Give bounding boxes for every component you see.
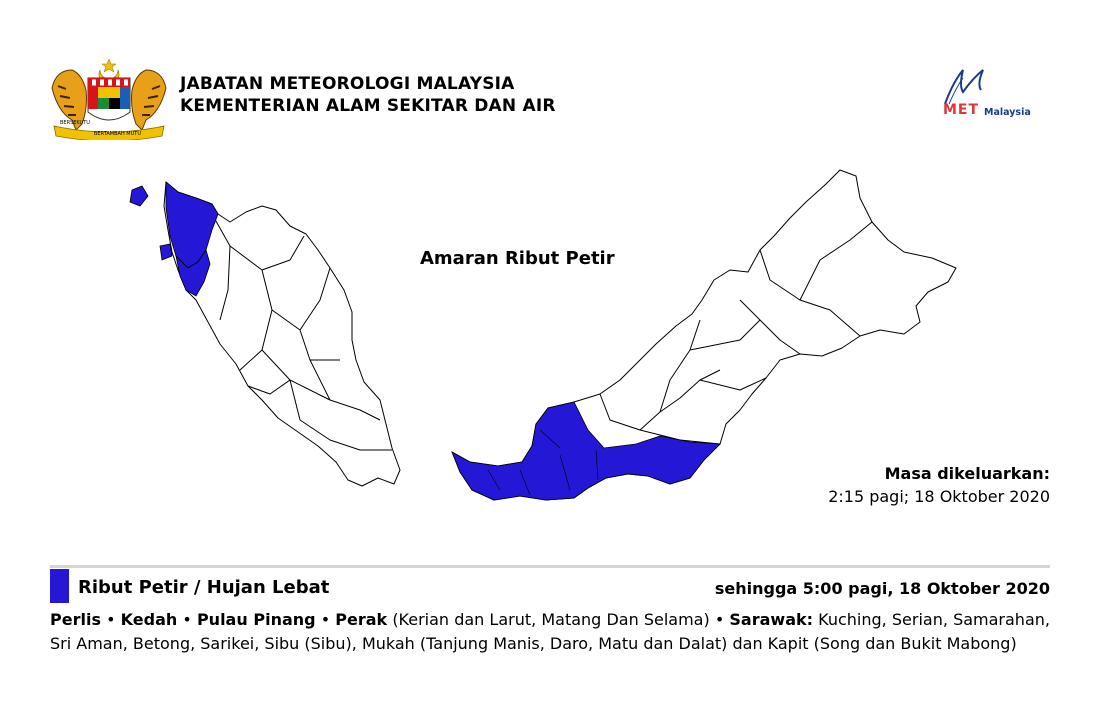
area-perak: Perak — [335, 610, 388, 629]
legend-swatch — [50, 569, 69, 603]
area-perlis: Perlis — [50, 610, 101, 629]
affected-areas: Perlis • Kedah • Pulau Pinang • Perak (Kerian dan Larut, Matang Dan Selama) • Sarawak: Kuching, Serian, Samarahan, Sri Aman, Betong, Sarikei, Sibu (Sibu), Mukah (Tanjung Manis, Daro, Matu dan Dalat) dan Kapit (Song dan Bukit Mabong) — [50, 610, 1050, 653]
met-logo-sub: Malaysia — [984, 107, 1031, 118]
map-title: Amaran Ribut Petir — [420, 248, 615, 269]
issued-time: 2:15 pagi; 18 Oktober 2020 — [828, 487, 1050, 506]
coat-motto-bottom: BERTAMBAH MUTU — [94, 131, 141, 137]
valid-until: sehingga 5:00 pagi, 18 Oktober 2020 — [714, 579, 1050, 598]
issued-block — [828, 462, 1050, 508]
legend-label: Ribut Petir / Hujan Lebat — [78, 577, 330, 598]
org-name: JABATAN METEOROLOGI MALAYSIA — [180, 74, 515, 94]
coat-motto-top: BERSEKUTU — [60, 120, 90, 126]
issued-label: Masa dikeluarkan: — [884, 464, 1050, 483]
met-logo-text: MET — [943, 102, 980, 118]
divider — [50, 565, 1050, 568]
warn-penang-island — [160, 244, 172, 260]
area-perak-detail: (Kerian dan Larut, Matang Dan Selama) — [392, 610, 710, 629]
area-pulau-pinang: Pulau Pinang — [196, 610, 316, 629]
area-sarawak: Sarawak: — [729, 610, 814, 629]
ministry-name: KEMENTERIAN ALAM SEKITAR DAN AIR — [180, 96, 556, 116]
warn-langkawi — [130, 186, 148, 206]
area-sarawak-detail: Kuching, Serian, Samarahan, Sri Aman, Betong, Sarikei, Sibu (Sibu), Mukah (Tanjung Manis, Daro, Matu dan Dalat) dan Kapit (Song dan Bukit Mabong) — [50, 610, 1050, 653]
area-kedah: Kedah — [120, 610, 178, 629]
